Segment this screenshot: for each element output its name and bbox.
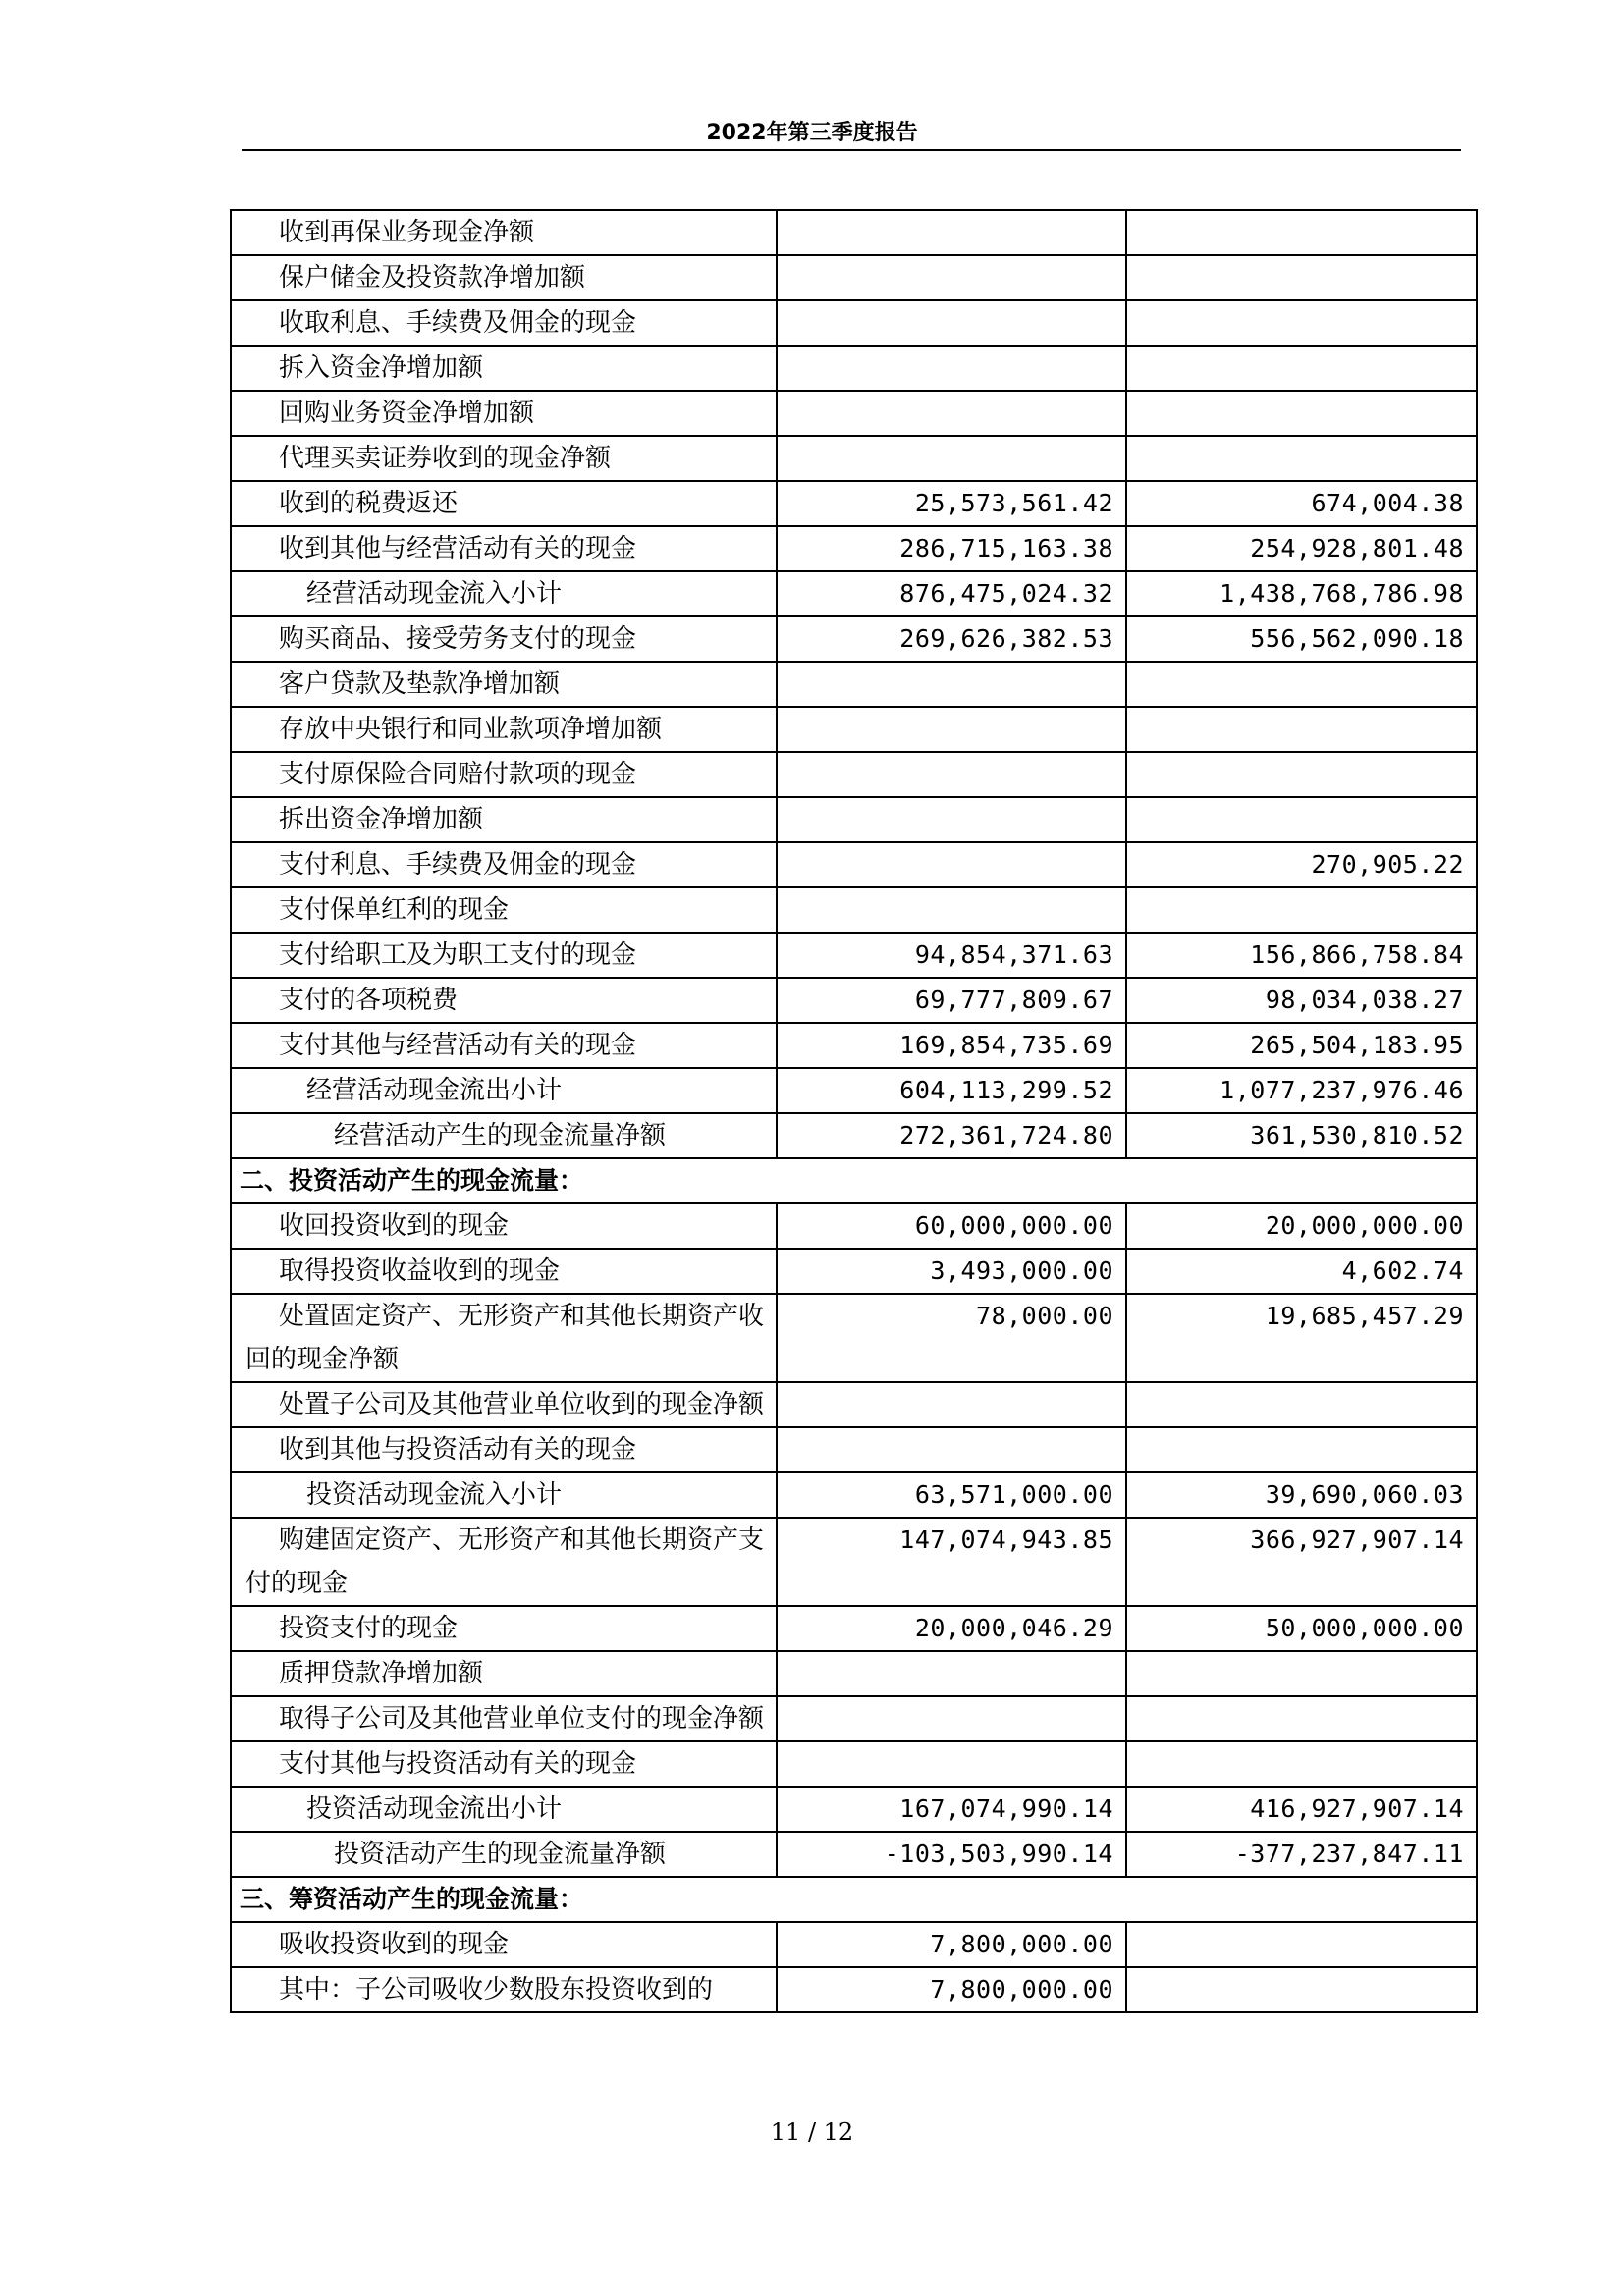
prior-period-amount (1126, 1741, 1477, 1787)
table-row (231, 1832, 1477, 1877)
table-row (231, 1651, 1477, 1696)
current-period-amount: 167,074,990.14 (777, 1787, 1126, 1832)
cash-flow-table (230, 209, 1478, 2013)
current-period-amount: 7,800,000.00 (777, 1967, 1126, 2012)
prior-period-amount (1126, 1427, 1477, 1472)
row-label: 支付给职工及为职工支付的现金 (231, 933, 777, 978)
prior-period-amount (1126, 662, 1477, 707)
table-row (231, 1203, 1477, 1249)
table-row (231, 1427, 1477, 1472)
row-label: 购建固定资产、无形资产和其他长期资产支付的现金 (231, 1518, 777, 1606)
prior-period-amount: 254,928,801.48 (1126, 526, 1477, 571)
table-row (231, 842, 1477, 887)
table-row (231, 300, 1477, 346)
row-label: 收取利息、手续费及佣金的现金 (231, 300, 777, 346)
row-label: 取得投资收益收到的现金 (231, 1249, 777, 1294)
row-label: 处置固定资产、无形资产和其他长期资产收回的现金净额 (231, 1294, 777, 1382)
section-title: 三、筹资活动产生的现金流量： (231, 1877, 1477, 1922)
current-period-amount: 25,573,561.42 (777, 481, 1126, 526)
table-row (231, 210, 1477, 255)
table-row (231, 391, 1477, 436)
current-period-amount: 78,000.00 (777, 1294, 1126, 1382)
table-row (231, 662, 1477, 707)
section-header-row (231, 1877, 1477, 1922)
row-label: 经营活动现金流出小计 (231, 1068, 777, 1113)
row-label: 拆入资金净增加额 (231, 346, 777, 391)
current-period-amount (777, 707, 1126, 752)
current-period-amount (777, 436, 1126, 481)
current-period-amount: 876,475,024.32 (777, 571, 1126, 616)
current-period-amount (777, 1651, 1126, 1696)
cash-flow-table-body (231, 210, 1477, 2012)
current-period-amount: 69,777,809.67 (777, 978, 1126, 1023)
row-label: 收回投资收到的现金 (231, 1203, 777, 1249)
row-label: 支付保单红利的现金 (231, 887, 777, 933)
table-row (231, 1518, 1477, 1606)
current-period-amount: 60,000,000.00 (777, 1203, 1126, 1249)
table-row (231, 1294, 1477, 1382)
table-row (231, 797, 1477, 842)
current-period-amount (777, 887, 1126, 933)
row-label: 存放中央银行和同业款项净增加额 (231, 707, 777, 752)
row-label: 投资活动产生的现金流量净额 (231, 1832, 777, 1877)
table-row (231, 1967, 1477, 2012)
row-label: 支付利息、手续费及佣金的现金 (231, 842, 777, 887)
row-label: 其中：子公司吸收少数股东投资收到的 (231, 1967, 777, 2012)
prior-period-amount (1126, 887, 1477, 933)
prior-period-amount (1126, 1696, 1477, 1741)
current-period-amount: 7,800,000.00 (777, 1922, 1126, 1967)
row-label: 客户贷款及垫款净增加额 (231, 662, 777, 707)
row-label: 收到其他与投资活动有关的现金 (231, 1427, 777, 1472)
page-number: 11 / 12 (770, 2118, 854, 2146)
row-label: 代理买卖证券收到的现金净额 (231, 436, 777, 481)
current-period-amount (777, 1427, 1126, 1472)
prior-period-amount (1126, 797, 1477, 842)
row-label: 支付其他与投资活动有关的现金 (231, 1741, 777, 1787)
table-row (231, 436, 1477, 481)
prior-period-amount (1126, 707, 1477, 752)
row-label: 质押贷款净增加额 (231, 1651, 777, 1696)
row-label: 收到再保业务现金净额 (231, 210, 777, 255)
section-header-row (231, 1158, 1477, 1203)
current-period-amount (777, 391, 1126, 436)
row-label: 吸收投资收到的现金 (231, 1922, 777, 1967)
row-label: 回购业务资金净增加额 (231, 391, 777, 436)
prior-period-amount: 1,077,237,976.46 (1126, 1068, 1477, 1113)
row-label: 收到的税费返还 (231, 481, 777, 526)
header-divider (242, 149, 1461, 151)
row-label: 支付其他与经营活动有关的现金 (231, 1023, 777, 1068)
table-row (231, 1606, 1477, 1651)
current-period-amount (777, 752, 1126, 797)
row-label: 处置子公司及其他营业单位收到的现金净额 (231, 1382, 777, 1427)
current-period-amount: 272,361,724.80 (777, 1113, 1126, 1158)
table-row (231, 1382, 1477, 1427)
prior-period-amount: -377,237,847.11 (1126, 1832, 1477, 1877)
prior-period-amount: 156,866,758.84 (1126, 933, 1477, 978)
prior-period-amount (1126, 300, 1477, 346)
current-period-amount: 3,493,000.00 (777, 1249, 1126, 1294)
prior-period-amount (1126, 436, 1477, 481)
row-label: 拆出资金净增加额 (231, 797, 777, 842)
prior-period-amount (1126, 255, 1477, 300)
row-label: 投资活动现金流出小计 (231, 1787, 777, 1832)
prior-period-amount: 556,562,090.18 (1126, 616, 1477, 662)
table-row (231, 1472, 1477, 1518)
prior-period-amount: 50,000,000.00 (1126, 1606, 1477, 1651)
current-period-amount (777, 1382, 1126, 1427)
prior-period-amount: 19,685,457.29 (1126, 1294, 1477, 1382)
prior-period-amount (1126, 752, 1477, 797)
row-label: 投资支付的现金 (231, 1606, 777, 1651)
current-period-amount: 604,113,299.52 (777, 1068, 1126, 1113)
table-row (231, 346, 1477, 391)
prior-period-amount: 674,004.38 (1126, 481, 1477, 526)
row-label: 经营活动产生的现金流量净额 (231, 1113, 777, 1158)
prior-period-amount: 270,905.22 (1126, 842, 1477, 887)
current-period-amount (777, 797, 1126, 842)
table-row (231, 752, 1477, 797)
current-period-amount: -103,503,990.14 (777, 1832, 1126, 1877)
row-label: 收到其他与经营活动有关的现金 (231, 526, 777, 571)
current-period-amount (777, 346, 1126, 391)
table-row (231, 1741, 1477, 1787)
current-period-amount: 20,000,046.29 (777, 1606, 1126, 1651)
table-row (231, 255, 1477, 300)
prior-period-amount (1126, 1922, 1477, 1967)
prior-period-amount (1126, 1382, 1477, 1427)
row-label: 支付的各项税费 (231, 978, 777, 1023)
prior-period-amount (1126, 346, 1477, 391)
current-period-amount (777, 1696, 1126, 1741)
current-period-amount (777, 662, 1126, 707)
prior-period-amount: 4,602.74 (1126, 1249, 1477, 1294)
table-row (231, 1113, 1477, 1158)
row-label: 支付原保险合同赔付款项的现金 (231, 752, 777, 797)
table-row (231, 571, 1477, 616)
prior-period-amount: 265,504,183.95 (1126, 1023, 1477, 1068)
current-period-amount: 269,626,382.53 (777, 616, 1126, 662)
prior-period-amount: 416,927,907.14 (1126, 1787, 1477, 1832)
table-row (231, 933, 1477, 978)
prior-period-amount: 39,690,060.03 (1126, 1472, 1477, 1518)
current-period-amount: 169,854,735.69 (777, 1023, 1126, 1068)
row-label: 经营活动现金流入小计 (231, 571, 777, 616)
page-header-title: 2022年第三季度报告 (706, 121, 918, 145)
table-row (231, 887, 1477, 933)
prior-period-amount: 1,438,768,786.98 (1126, 571, 1477, 616)
current-period-amount: 63,571,000.00 (777, 1472, 1126, 1518)
table-row (231, 1249, 1477, 1294)
prior-period-amount: 361,530,810.52 (1126, 1113, 1477, 1158)
prior-period-amount (1126, 391, 1477, 436)
row-label: 购买商品、接受劳务支付的现金 (231, 616, 777, 662)
current-period-amount (777, 842, 1126, 887)
prior-period-amount (1126, 1967, 1477, 2012)
current-period-amount (777, 255, 1126, 300)
current-period-amount (777, 210, 1126, 255)
table-row (231, 978, 1477, 1023)
prior-period-amount: 366,927,907.14 (1126, 1518, 1477, 1606)
row-label: 保户储金及投资款净增加额 (231, 255, 777, 300)
current-period-amount (777, 1741, 1126, 1787)
prior-period-amount (1126, 210, 1477, 255)
current-period-amount: 286,715,163.38 (777, 526, 1126, 571)
table-row (231, 1023, 1477, 1068)
prior-period-amount: 98,034,038.27 (1126, 978, 1477, 1023)
current-period-amount: 147,074,943.85 (777, 1518, 1126, 1606)
table-row (231, 1787, 1477, 1832)
table-row (231, 616, 1477, 662)
table-row (231, 1696, 1477, 1741)
section-title: 二、投资活动产生的现金流量： (231, 1158, 1477, 1203)
current-period-amount (777, 300, 1126, 346)
prior-period-amount: 20,000,000.00 (1126, 1203, 1477, 1249)
table-row (231, 481, 1477, 526)
current-period-amount: 94,854,371.63 (777, 933, 1126, 978)
table-row (231, 1068, 1477, 1113)
prior-period-amount (1126, 1651, 1477, 1696)
table-row (231, 707, 1477, 752)
table-row (231, 1922, 1477, 1967)
row-label: 取得子公司及其他营业单位支付的现金净额 (231, 1696, 777, 1741)
table-row (231, 526, 1477, 571)
row-label: 投资活动现金流入小计 (231, 1472, 777, 1518)
